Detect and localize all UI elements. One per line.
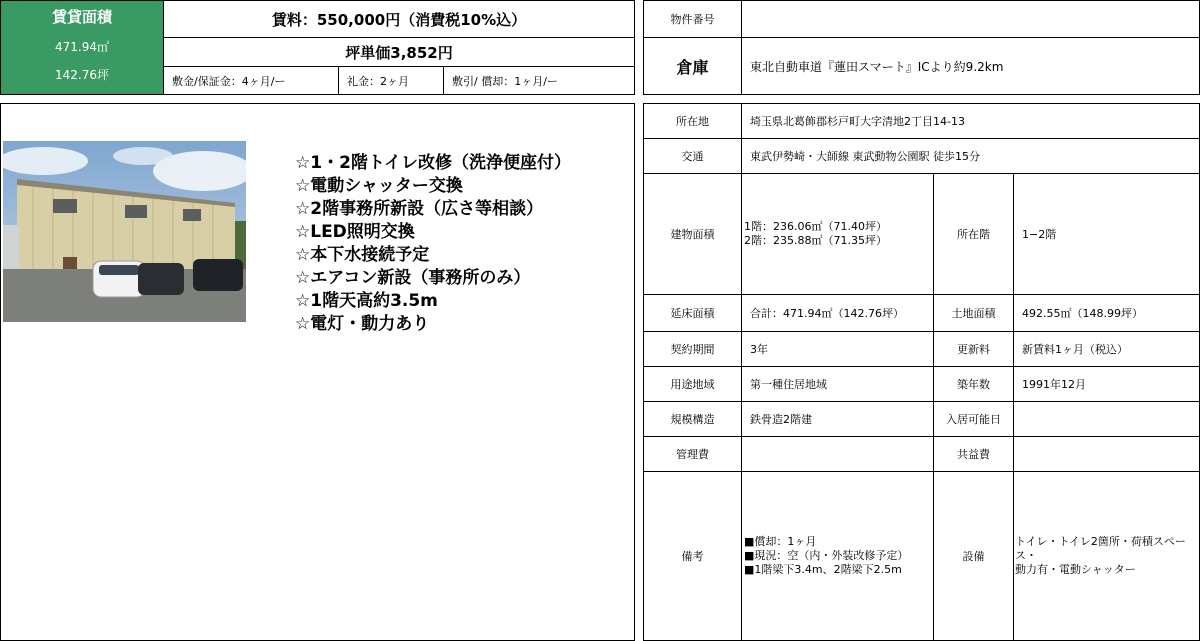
- shikibiki: 敷引/ 償却：1ヶ月/ー: [443, 66, 635, 95]
- feature-item: ☆1・2階トイレ改修（洗浄便座付）: [295, 153, 572, 173]
- feature-item: ☆本下水接続予定: [295, 245, 430, 265]
- notes-value: [741, 471, 934, 641]
- building-area-floor1: 1階：236.06㎡（71.40坪）: [744, 220, 887, 233]
- equipment-label: 設備: [933, 471, 1014, 641]
- equipment-line: トイレ・トイレ2箇所・荷積スペース・: [1015, 535, 1186, 562]
- transport-label: 交通: [643, 138, 742, 174]
- area-summary: [0, 0, 164, 95]
- access-summary: 東北自動車道『蓮田スマート』ICより約9.2km: [741, 37, 1200, 95]
- land-area-value: 492.55㎡（148.99坪）: [1013, 294, 1200, 332]
- area-tsubo: 142.76坪: [55, 67, 109, 82]
- total-floor-label: 延床面積: [643, 294, 742, 332]
- feature-item: ☆エアコン新設（事務所のみ）: [295, 268, 531, 288]
- note-item: ■1階梁下3.4m、2階梁下2.5m: [744, 563, 902, 576]
- mgmt-fee-label: 管理費: [643, 436, 742, 472]
- move-in-label: 入居可能日: [933, 401, 1014, 437]
- property-no-value: [741, 0, 1200, 38]
- note-item: ■償却：1ヶ月: [744, 535, 817, 548]
- renewal-value: 新賃料1ヶ月（税込）: [1013, 331, 1200, 367]
- floor-label: 所在階: [933, 173, 1014, 295]
- location-value: 埼玉県北葛飾郡杉戸町大字清地2丁目14-13: [741, 103, 1200, 139]
- feature-list: [295, 152, 625, 342]
- area-label: 賃貸面積: [51, 7, 112, 26]
- location-label: 所在地: [643, 103, 742, 139]
- move-in-value: [1013, 401, 1200, 437]
- structure-value: 鉄骨造2階建: [741, 401, 934, 437]
- zoning-label: 用途地域: [643, 366, 742, 402]
- equipment-value: [1013, 471, 1200, 641]
- land-area-label: 土地面積: [933, 294, 1014, 332]
- building-area-floor2: 2階：235.88㎡（71.35坪）: [744, 234, 887, 247]
- property-photo: [3, 141, 246, 322]
- transport-value: 東武伊勢崎・大師線 東武動物公園駅 徒歩15分: [741, 138, 1200, 174]
- warehouse-exterior-photo: [3, 141, 246, 322]
- contract-value: 3年: [741, 331, 934, 367]
- common-fee-label: 共益費: [933, 436, 1014, 472]
- feature-item: ☆2階事務所新設（広さ等相談）: [295, 199, 544, 219]
- renewal-label: 更新料: [933, 331, 1014, 367]
- floor-value: 1−2階: [1013, 173, 1200, 295]
- common-fee-value: [1013, 436, 1200, 472]
- built-label: 築年数: [933, 366, 1014, 402]
- feature-item: ☆電灯・動力あり: [295, 314, 430, 334]
- feature-item: ☆電動シャッター交換: [295, 176, 463, 196]
- feature-item: ☆LED照明交換: [295, 222, 415, 242]
- contract-label: 契約期間: [643, 331, 742, 367]
- area-m2: 471.94㎡: [55, 39, 109, 54]
- built-value: 1991年12月: [1013, 366, 1200, 402]
- equipment-line: 動力有・電動シャッター: [1015, 563, 1136, 576]
- property-no-label: 物件番号: [643, 0, 742, 38]
- mgmt-fee-value: [741, 436, 934, 472]
- feature-item: ☆1階天高約3.5m: [295, 291, 438, 311]
- zoning-value: 第一種住居地域: [741, 366, 934, 402]
- property-type: 倉庫: [643, 37, 742, 95]
- deposit: 敷金/保証金：4ヶ月/ー: [163, 66, 339, 95]
- rent: 賃料：550,000円（消費税10%込）: [163, 0, 635, 38]
- building-area-label: 建物面積: [643, 173, 742, 295]
- building-area-value: [741, 173, 934, 295]
- notes-label: 備考: [643, 471, 742, 641]
- total-floor-value: 合計：471.94㎡（142.76坪）: [741, 294, 934, 332]
- structure-label: 規模構造: [643, 401, 742, 437]
- key-money: 礼金：2ヶ月: [338, 66, 444, 95]
- unit-price: 坪単価3,852円: [163, 37, 635, 67]
- note-item: ■現況：空（内・外装改修予定）: [744, 549, 909, 562]
